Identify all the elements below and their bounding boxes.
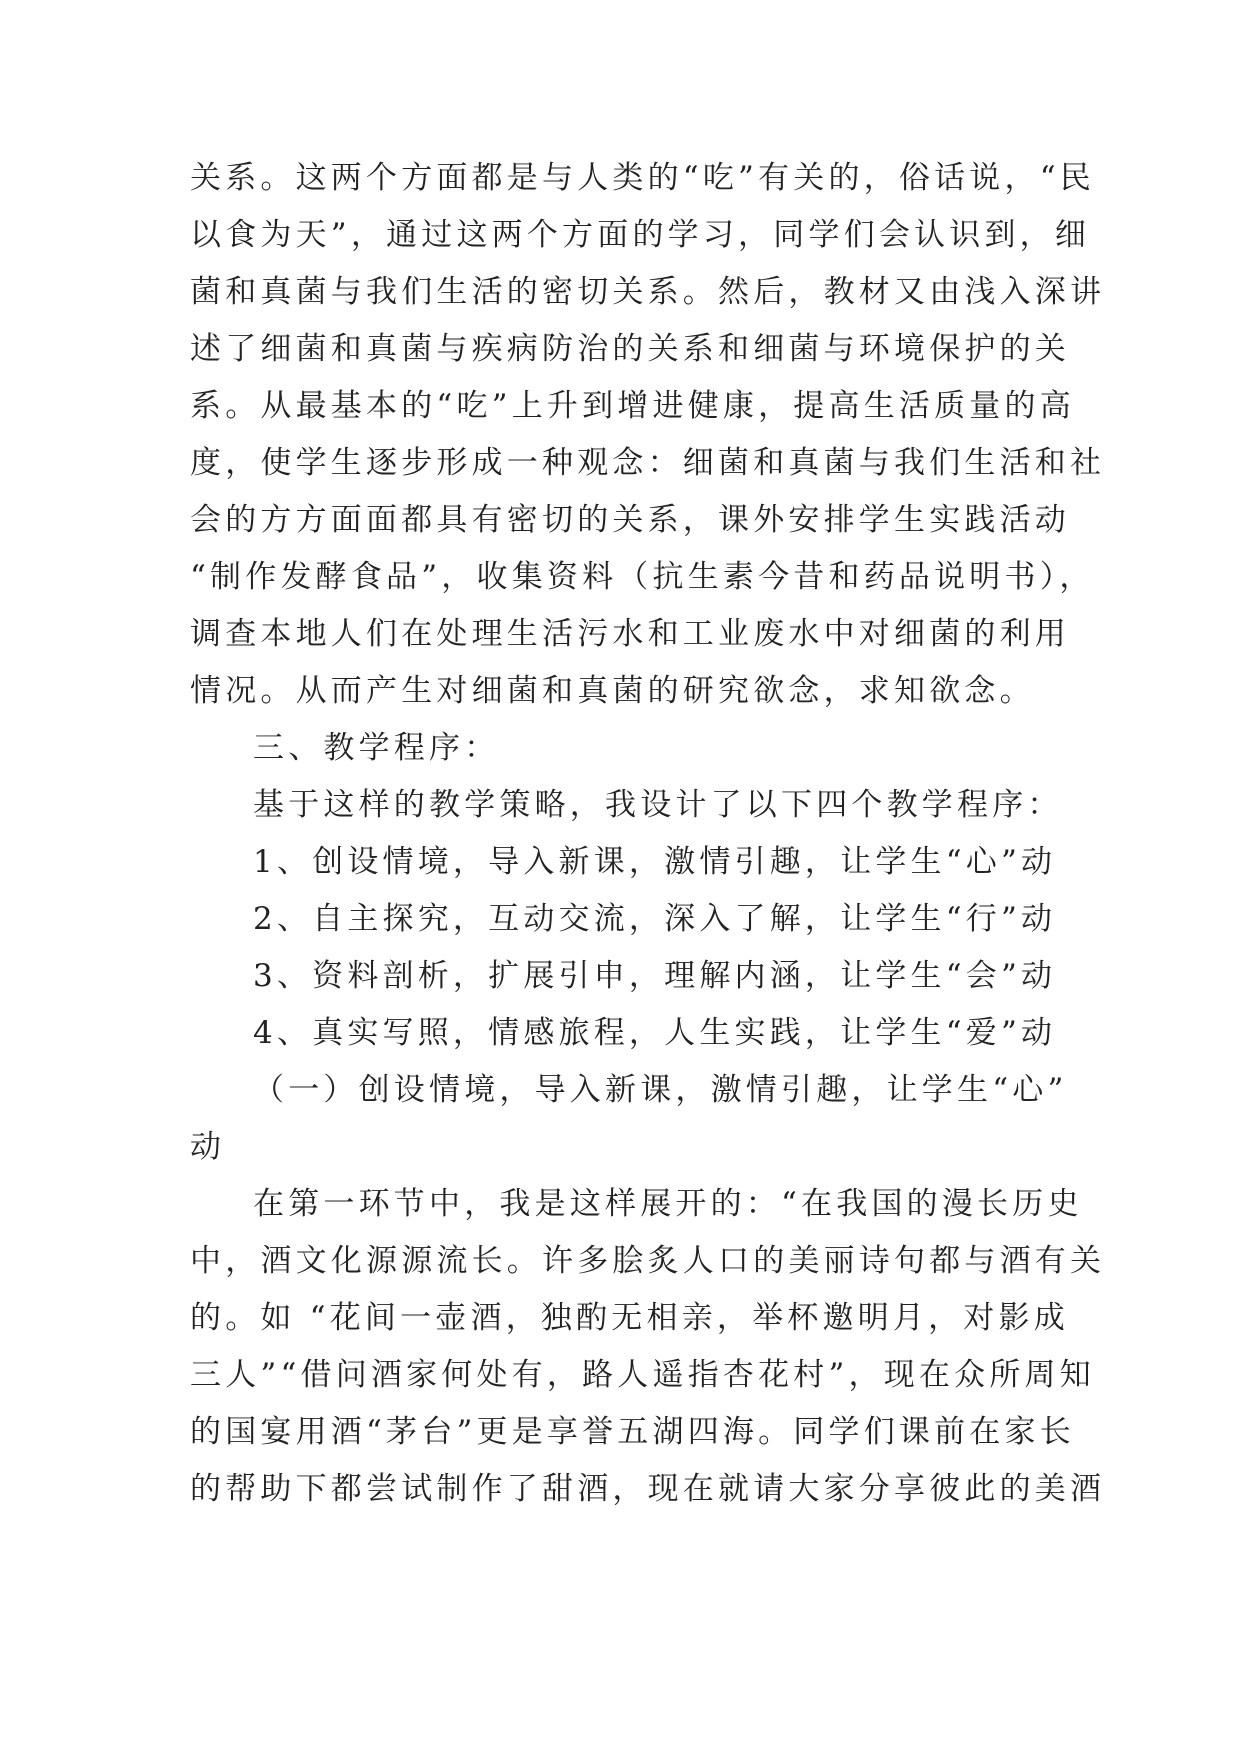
paragraph-line: 在第一环节中，我是这样展开的：“在我国的漫长历史 <box>253 1186 1083 1222</box>
paragraph-line: 基于这样的教学策略，我设计了以下四个教学程序： <box>253 787 1063 823</box>
list-item: 2、自主探究，互动交流，深入了解，让学生“行”动 <box>253 901 1057 937</box>
paragraph-line: 的。如 “花间一壶酒，独酌无相亲，举杯邀明月，对影成 <box>190 1300 1069 1336</box>
paragraph-line: 度，使学生逐步形成一种观念：细菌和真菌与我们生活和社 <box>190 445 1106 481</box>
paragraph-line: 关系。这两个方面都是与人类的“吃”有关的，俗话说，“民 <box>190 160 1095 196</box>
paragraph-line: 调查本地人们在处理生活污水和工业废水中对细菌的利用 <box>190 616 1070 652</box>
list-item: 4、真实写照，情感旅程，人生实践，让学生“爱”动 <box>253 1015 1057 1051</box>
subsection-heading: （一）创设情境，导入新课，激情引趣，让学生“心” <box>253 1072 1068 1108</box>
paragraph-line: 以食为天”，通过这两个方面的学习，同学们会认识到，细 <box>190 217 1091 253</box>
paragraph-line: 中，酒文化源源流长。许多脍炙人口的美丽诗句都与酒有关 <box>190 1243 1106 1279</box>
paragraph-line: 系。从最基本的“吃”上升到增进健康，提高生活质量的高 <box>190 388 1075 424</box>
paragraph-line: 菌和真菌与我们生活的密切关系。然后，教材又由浅入深讲 <box>190 274 1106 310</box>
list-item: 1、创设情境，导入新课，激情引趣，让学生“心”动 <box>253 844 1057 880</box>
paragraph-line: 的国宴用酒“茅台”更是享誉五湖四海。同学们课前在家长 <box>190 1414 1075 1450</box>
paragraph-line: “制作发酵食品”，收集资料（抗生素今昔和药品说明书）， <box>190 559 1095 595</box>
list-item: 3、资料剖析，扩展引申，理解内涵，让学生“会”动 <box>253 958 1057 994</box>
paragraph-line: 情况。从而产生对细菌和真菌的研究欲念，求知欲念。 <box>190 673 1035 709</box>
paragraph-line: 述了细菌和真菌与疾病防治的关系和细菌与环境保护的关 <box>190 331 1070 367</box>
paragraph-line: 会的方方面面都具有密切的关系，课外安排学生实践活动 <box>190 502 1070 538</box>
section-heading: 三、教学程序： <box>253 730 500 766</box>
paragraph-line: 三人”“借问酒家何处有，路人遥指杏花村”，现在众所周知 <box>190 1357 1095 1393</box>
subsection-heading-continued: 动 <box>190 1129 226 1165</box>
paragraph-line: 的帮助下都尝试制作了甜酒，现在就请大家分享彼此的美酒 <box>190 1471 1106 1507</box>
